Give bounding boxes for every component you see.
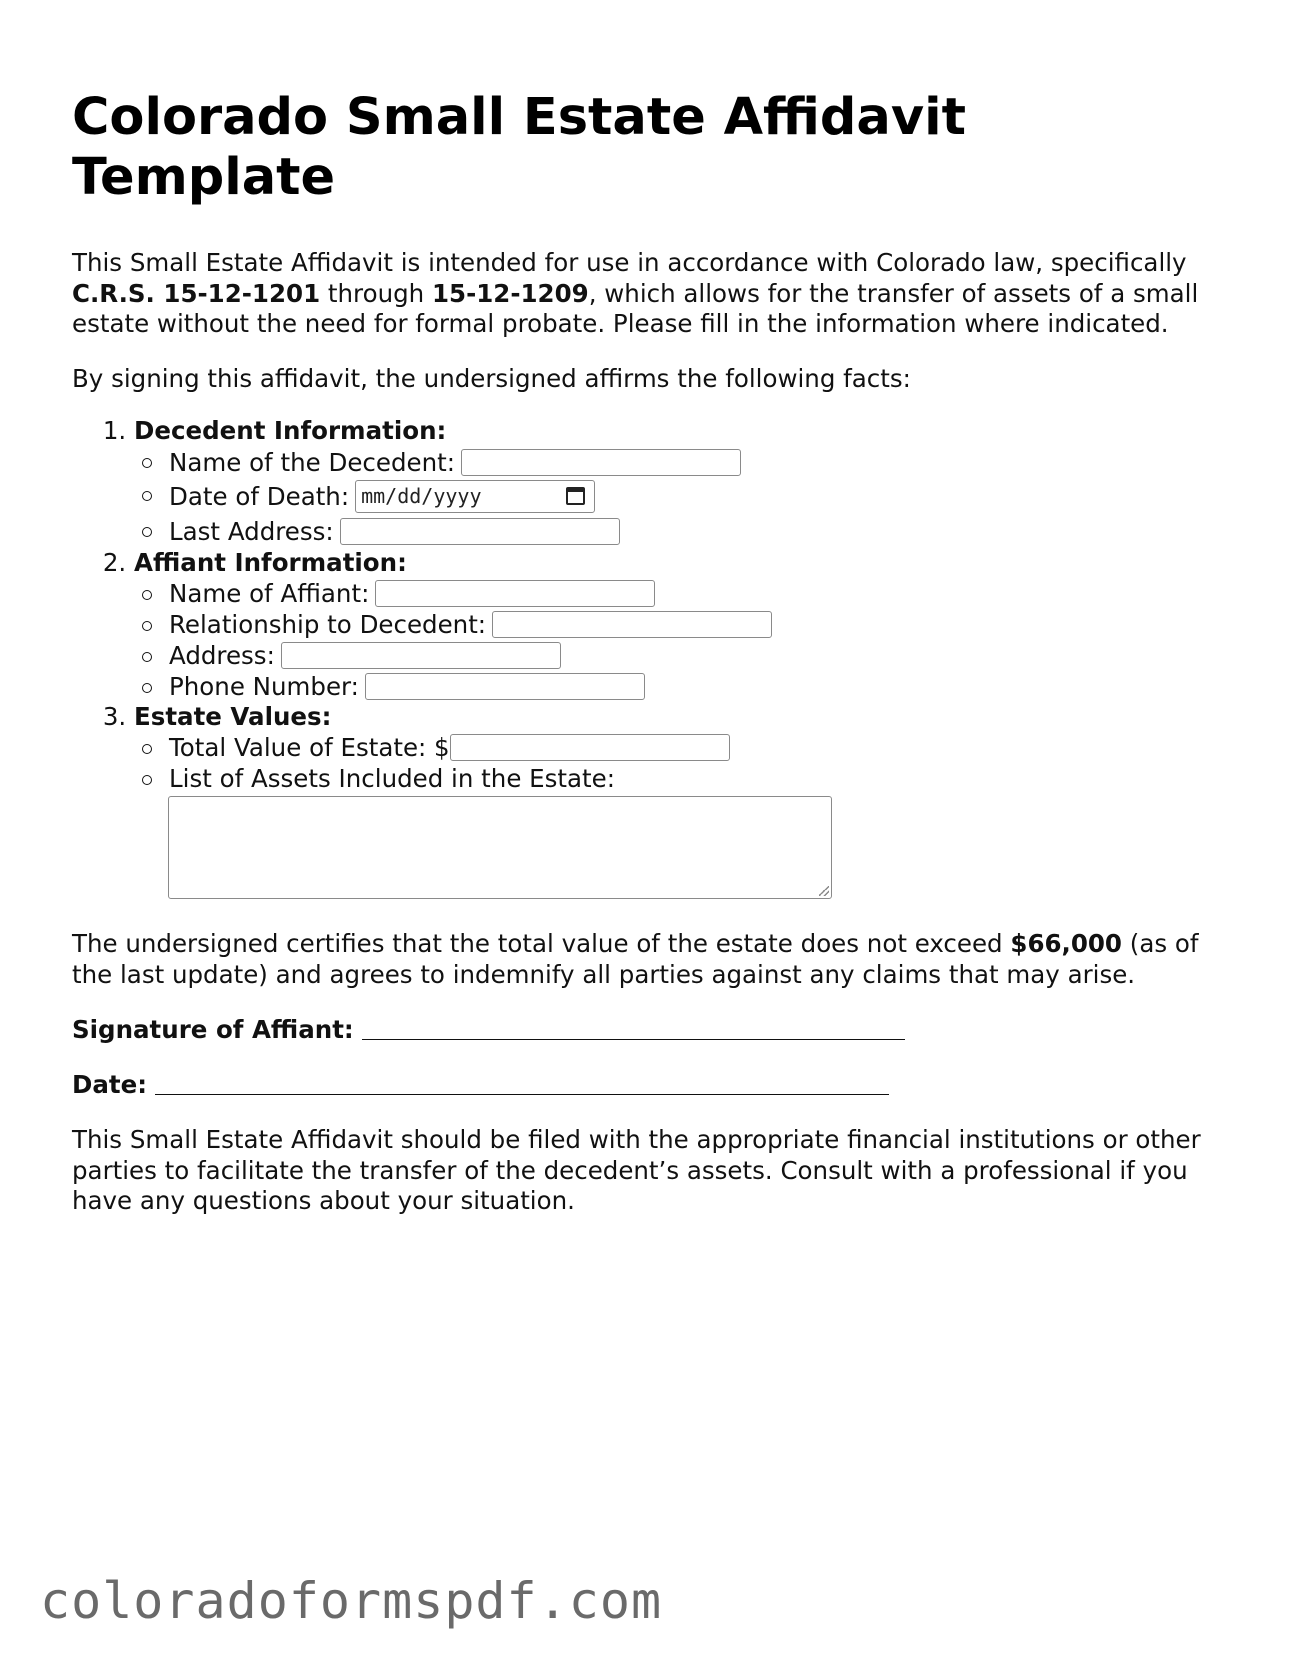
affiant-address-input[interactable]: [281, 642, 561, 669]
signature-line: [72, 1015, 1232, 1045]
watermark-text: coloradoformspdf.com: [40, 1572, 663, 1630]
field-label: Name of Affiant:: [169, 579, 370, 608]
statute-start: C.R.S. 15-12-1201: [72, 278, 321, 308]
affiant-name-input[interactable]: [375, 580, 655, 607]
affirmation-lead: By signing this affidavit, the undersigned affirms the following facts:: [72, 363, 911, 393]
date-of-death-input[interactable]: [355, 480, 595, 513]
field-row: [169, 446, 1232, 479]
document-page: [72, 88, 1232, 1242]
affiant-fields: [134, 578, 1232, 702]
spacer: [72, 899, 1232, 929]
total-value-input[interactable]: [450, 734, 730, 761]
intro-text-2: through: [320, 278, 432, 308]
date-line: [72, 1070, 1232, 1100]
field-label: Name of the Decedent:: [169, 448, 455, 477]
phone-number-input[interactable]: [365, 673, 645, 700]
page-title: Colorado Small Estate Affidavit Template: [72, 88, 966, 207]
certification-paragraph: [72, 929, 1232, 990]
assets-list-textarea[interactable]: [168, 796, 832, 899]
field-label: Date of Death:: [169, 482, 350, 511]
estate-limit-amount: $66,000: [1010, 929, 1122, 958]
field-label: Address:: [169, 641, 275, 670]
last-address-input[interactable]: [340, 518, 620, 545]
field-label: Phone Number:: [169, 672, 359, 701]
certification-text-2: (as of the last update) and agrees to indemnify all parties against any claims that may arise.: [72, 929, 1199, 989]
field-row: [169, 609, 1232, 640]
section-heading: Affiant Information:: [134, 548, 407, 577]
relationship-input[interactable]: [492, 611, 772, 638]
date-blank[interactable]: [155, 1072, 889, 1095]
intro-text-3: , which allows for the transfer of assets of a small estate without the need for formal probate. Please fill in the information where indicated.: [72, 278, 1199, 338]
closing-paragraph: This Small Estate Affidavit should be filed with the appropriate financial institutions or other parties to facilitate the transfer of the decedent’s assets. Consult with a professional if you have any questions about your situation.: [72, 1125, 1201, 1215]
signature-blank[interactable]: [362, 1017, 905, 1040]
resize-grip-icon[interactable]: [819, 886, 829, 896]
field-label: List of Assets Included in the Estate:: [169, 764, 615, 793]
estate-fields: [134, 732, 1232, 899]
field-row: [169, 763, 1232, 899]
field-label: Total Value of Estate: $: [169, 733, 450, 762]
section-heading: Estate Values:: [134, 702, 332, 731]
field-row: [169, 515, 1232, 548]
section-decedent: [134, 416, 1232, 548]
intro-text-1: This Small Estate Affidavit is intended for use in accordance with Colorado law, specifically: [72, 248, 1187, 277]
decedent-name-input[interactable]: [461, 449, 741, 476]
intro-paragraph: [72, 248, 1232, 340]
affidavit-sections: [72, 416, 1232, 899]
certification-text-1: The undersigned certifies that the total value of the estate does not exceed: [72, 929, 1011, 958]
calendar-icon[interactable]: [566, 487, 585, 505]
statute-end: 15-12-1209: [431, 278, 589, 308]
section-heading: Decedent Information:: [134, 416, 447, 445]
field-label: Relationship to Decedent:: [169, 610, 487, 639]
signature-label: Signature of Affiant:: [72, 1015, 354, 1044]
decedent-fields: [134, 446, 1232, 548]
section-affiant: [134, 548, 1232, 702]
field-row: [169, 479, 1232, 515]
field-row: [169, 732, 1232, 763]
section-estate-values: [134, 702, 1232, 899]
field-row: [169, 578, 1232, 609]
field-row: [169, 640, 1232, 671]
field-label: Last Address:: [169, 517, 334, 546]
field-row: [169, 671, 1232, 702]
date-label: Date:: [72, 1070, 147, 1099]
date-placeholder: mm/dd/yyyy: [361, 483, 482, 508]
